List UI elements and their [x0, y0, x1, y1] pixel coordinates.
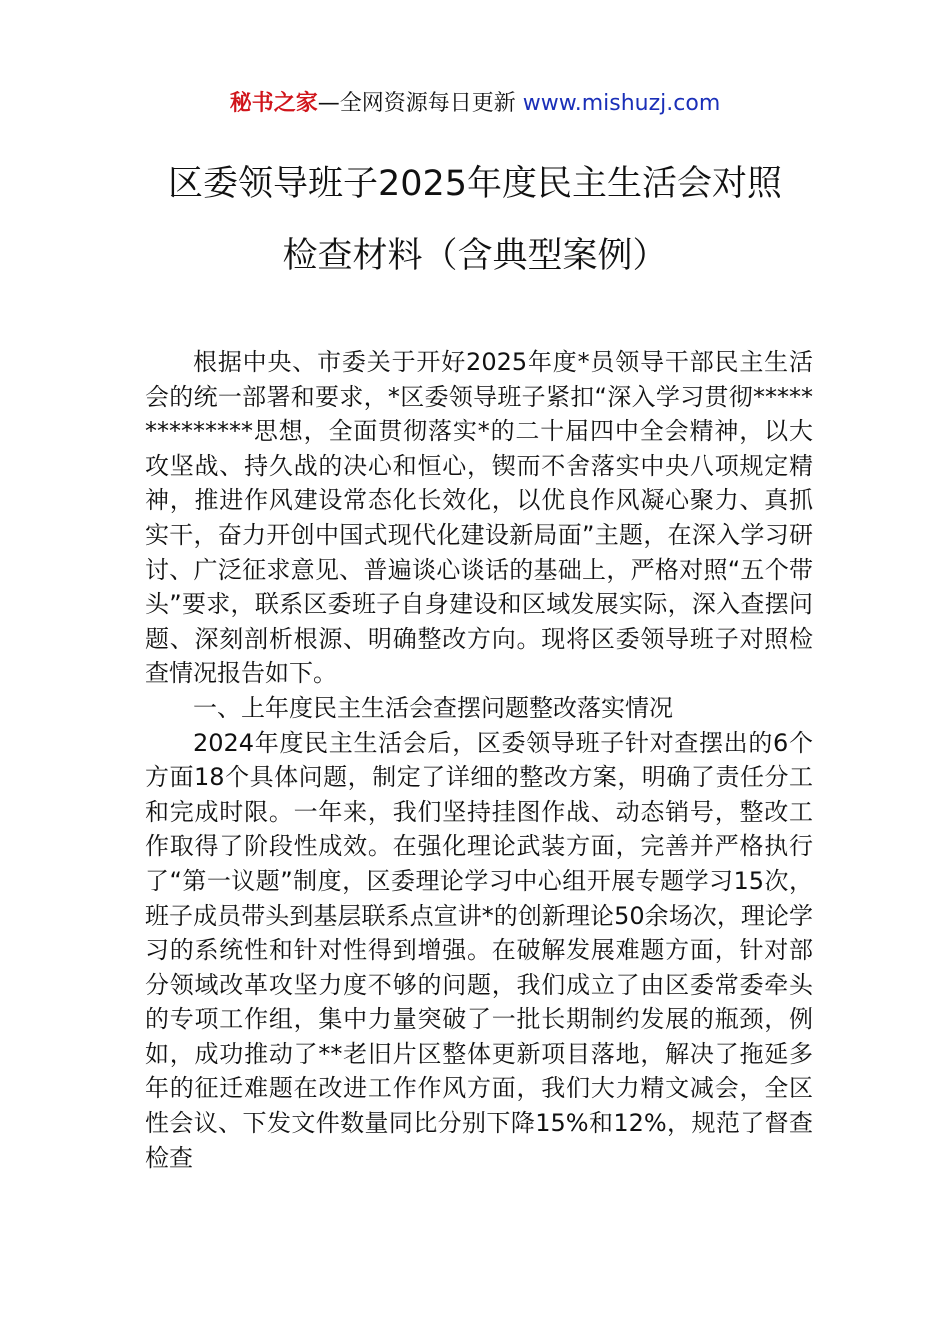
section-1-paragraph: 2024年度民主生活会后，区委领导班子针对查摆出的6个方面18个具体问题，制定了详细的整改方案，明确了责任分工和完成时限。一年来，我们坚持挂图作战、动态销号，整改工作取得了阶段性成效。在强化理论武装方面，完善并严格执行了“第一议题”制度，区委理论学习中心组开展专题学习15次，班子成员带头到基层联系点宣讲*的创新理论50余场次，理论学习的系统性和针对性得到增强。在破解发展难题方面，针对部分领域改革攻坚力度不够的问题，我们成立了由区委常委牵头的专项工作组，集中力量突破了一批长期制约发展的瓶颈，例如，成功推动了**老旧片区整体更新项目落地，解决了拖延多年的征迁难题在改进工作作风方面，我们大力精文减会，全区性会议、下发文件数量同比分别下降15%和12%，规范了督查检查	[145, 728, 813, 1172]
title-line-1: 区委领导班子2025年度民主生活会对照	[167, 164, 783, 204]
site-url-link[interactable]: www.mishuzj.com	[522, 91, 721, 116]
intro-paragraph: 根据中央、市委关于开好2025年度*员领导干部民主生活会的统一部署和要求，*区委领导班子紧扣“深入学习贯彻**************思想，全面贯彻落实*的二十届四中全会精神，以大攻坚战、持久战的决心和恒心，锲而不舍落实中央八项规定精神，推进作风建设常态化长效化，以优良作风凝心聚力、真抓实干，奋力开创中国式现代化建设新局面”主题，在深入学习研讨、广泛征求意见、普遍谈心谈话的基础上，严格对照“五个带头”要求，联系区委班子自身建设和区域发展实际，深入查摆问题、深刻剖析根源、明确整改方向。现将区委领导班子对照检查情况报告如下。	[145, 348, 813, 688]
header-banner	[0, 88, 950, 120]
header-slogan: —全网资源每日更新	[317, 91, 523, 116]
document-body	[145, 345, 813, 1175]
brand-name: 秘书之家	[229, 91, 318, 116]
document-title	[80, 160, 870, 280]
section-1-heading: 一、上年度民主生活会查摆问题整改落实情况	[193, 693, 673, 722]
title-line-2: 检查材料（含典型案例）	[282, 236, 668, 276]
